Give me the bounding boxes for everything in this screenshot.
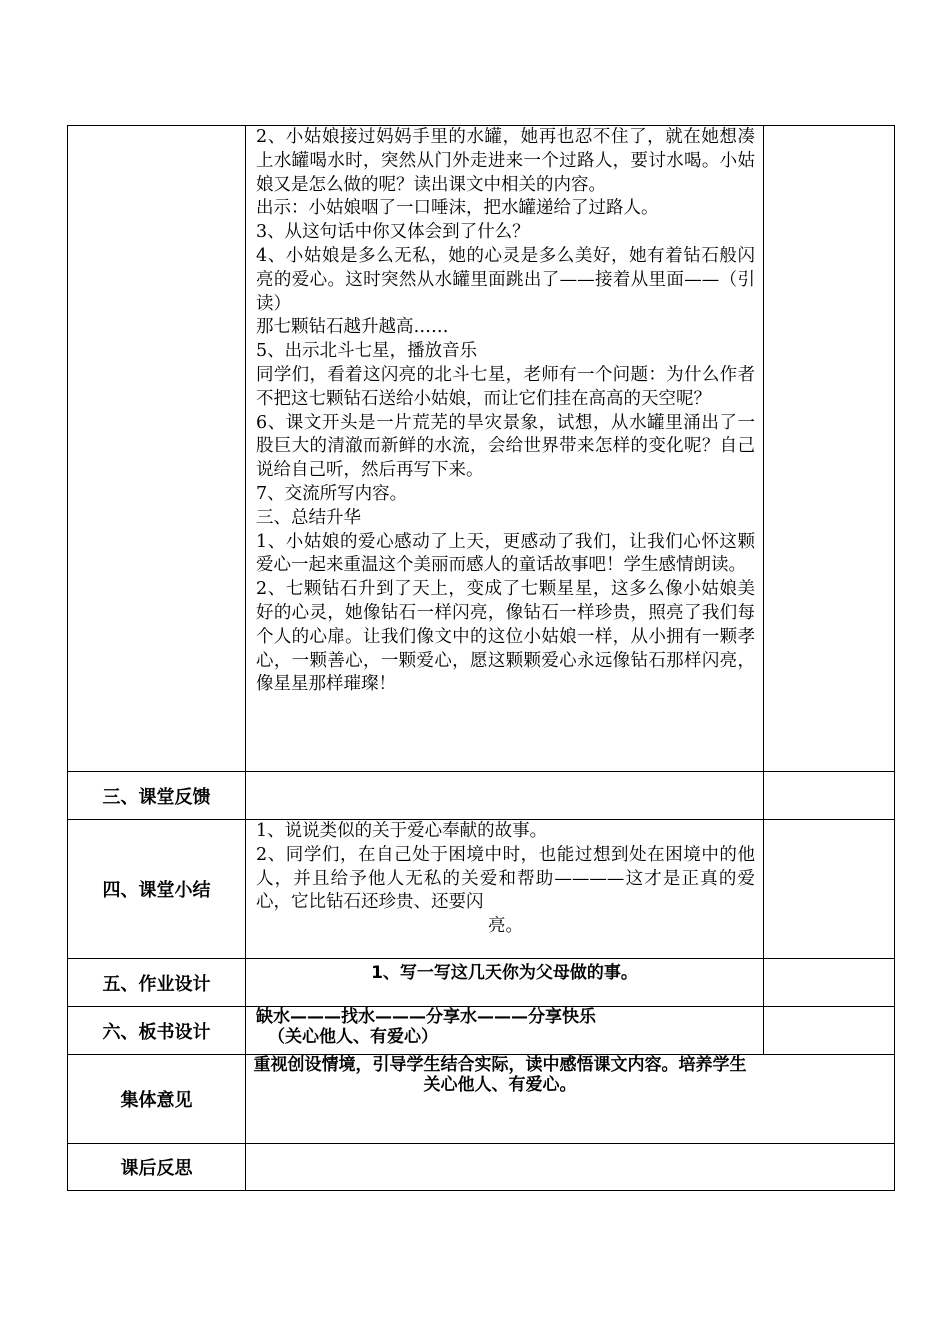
- reflection-label: 课后反思: [68, 1144, 246, 1191]
- opinion-label: 集体意见: [68, 1055, 246, 1144]
- row-classroom-feedback: [68, 772, 895, 820]
- process-paragraph: 3、从这句话中你又体会到了什么？: [256, 222, 530, 243]
- process-paragraph: 那七颗钻石越升越高……: [256, 317, 449, 338]
- process-paragraph: 2、小姑娘接过妈妈手里的水罐，她再也忍不住了，就在她想凑上水罐喝水时，突然从门外走进来一个过路人，要讨水喝。小姑娘又是怎么做的呢？读出课文中相关的内容。: [256, 127, 755, 195]
- homework-content-cell: [246, 959, 764, 1007]
- process-content-cell: [246, 126, 764, 772]
- process-paragraph: 同学们，看着这闪亮的北斗七星，老师有一个问题：为什么作者不把这七颗钻石送给小姑娘，而让它们挂在高高的天空呢？: [256, 364, 755, 409]
- process-paragraph: 2、七颗钻石升到了天上，变成了七颗星星，这多么像小姑娘美好的心灵，她像钻石一样闪亮，像钻石一样珍贵，照亮了我们每个人的心扉。让我们像文中的这位小姑娘一样，从小拥有一颗孝心，一颗善心，一颗爱心，愿这颗颗爱心永远像钻石那样闪亮，像星星那样璀璨！: [256, 579, 755, 695]
- row-homework-design: [68, 959, 895, 1007]
- board-flow-line: 缺水———找水———分享水———分享快乐: [256, 1007, 596, 1027]
- process-paragraph: 4、小姑娘是多么无私，她的心灵是多么美好，她有着钻石般闪亮的爱心。这时突然从水罐里面跳出了——接着从里面——（引读）: [256, 245, 755, 314]
- summary-content-cell: [246, 820, 764, 959]
- summary-note-cell: [764, 820, 895, 959]
- process-label-cell: [68, 126, 246, 772]
- process-note-cell: [764, 126, 895, 772]
- homework-note-cell: [764, 959, 895, 1007]
- lesson-plan-table: [67, 125, 895, 1191]
- row-after-class-reflection: [68, 1144, 895, 1191]
- process-paragraph: 6、课文开头是一片荒芜的旱灾景象，试想，从水罐里涌出了一股巨大的清澈而新鲜的水流，会给世界带来怎样的变化呢？自己说给自己听，然后再写下来。: [256, 412, 755, 481]
- feedback-note-cell: [764, 772, 895, 820]
- process-paragraph: 7、交流所写内容。: [256, 483, 408, 504]
- process-paragraph: 5、出示北斗七星，播放音乐: [256, 341, 478, 362]
- feedback-content-cell: [246, 772, 764, 820]
- process-paragraph: 1、小姑娘的爱心感动了上天，更感动了我们，让我们心怀这颗爱心一起来重温这个美丽而感人的童话故事吧！学生感情朗读。: [256, 531, 755, 576]
- board-content-cell: [246, 1007, 764, 1055]
- opinion-content: 重视创设情境，引导学生结合实际，读中感悟课文内容。培养学生关心他人、有爱心。: [253, 1055, 747, 1095]
- board-label: 六、板书设计: [68, 1007, 246, 1055]
- summary-label: 四、课堂小结: [68, 820, 246, 959]
- board-keyword-line: （关心他人、有爱心）: [268, 1027, 438, 1047]
- summary-line: 2、同学们，在自己处于困境中时，也能过想到处在困境中的他人，并且给予他人无私的关爱和帮助————这才是正真的爱心，它比钻石还珍贵、还要闪: [256, 844, 755, 913]
- summary-line: 亮。: [488, 916, 523, 937]
- process-paragraph: 三、总结升华: [256, 507, 361, 528]
- row-teaching-process: [68, 126, 895, 772]
- row-group-opinion: [68, 1055, 895, 1144]
- feedback-label: 三、课堂反馈: [68, 772, 246, 820]
- reflection-content-cell: [246, 1144, 895, 1191]
- opinion-content-cell: [246, 1055, 895, 1144]
- homework-label: 五、作业设计: [68, 959, 246, 1007]
- process-paragraph: 出示：小姑娘咽了一口唾沫，把水罐递给了过路人。: [256, 198, 659, 219]
- summary-line: 1、说说类似的关于爱心奉献的故事。: [256, 821, 548, 841]
- homework-content: 1、写一写这几天你为父母做的事。: [371, 963, 638, 983]
- board-note-cell: [764, 1007, 895, 1055]
- row-board-design: [68, 1007, 895, 1055]
- row-classroom-summary: [68, 820, 895, 959]
